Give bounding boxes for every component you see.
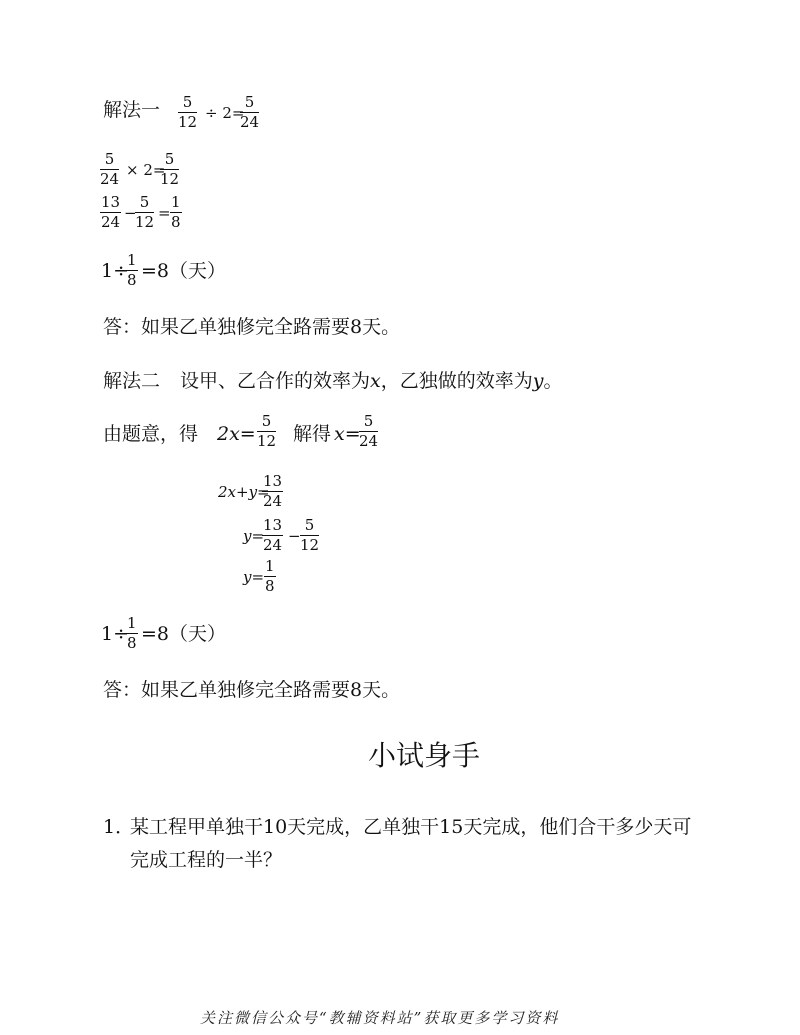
numerator: 1 <box>127 614 137 632</box>
fraction <box>100 152 119 187</box>
solution-lhs: x= <box>334 423 361 445</box>
denominator: 24 <box>263 492 283 510</box>
denominator: 24 <box>100 170 120 188</box>
fraction <box>359 414 378 449</box>
numerator: 5 <box>100 152 119 170</box>
numerator: 13 <box>263 516 283 534</box>
fraction <box>262 474 283 509</box>
solution2-label: 解法二 <box>103 370 161 392</box>
equation-lhs: y= <box>243 527 265 545</box>
equation-lhs: y= <box>243 568 265 586</box>
numerator: 5 <box>135 195 154 213</box>
footer-text: 关注微信公众号“教辅资料站”获取更多学习资料 <box>200 1009 560 1027</box>
equation-lhs: 2x+y= <box>218 483 270 501</box>
given-label: 由题意，得 <box>103 423 199 445</box>
denominator: 24 <box>263 536 283 554</box>
numerator: 5 <box>160 152 179 170</box>
operator: ÷ 2= <box>205 104 245 122</box>
fraction <box>264 559 276 594</box>
numerator: 1 <box>265 557 275 575</box>
numerator: 5 <box>257 414 276 432</box>
denominator: 8 <box>171 213 181 231</box>
expression-lead: 1÷ <box>101 260 130 282</box>
denominator: 8 <box>265 577 275 595</box>
operator: − <box>124 204 137 222</box>
fraction <box>100 195 121 230</box>
denominator: 12 <box>257 432 277 450</box>
operator: × 2= <box>126 161 166 179</box>
fraction <box>170 195 182 230</box>
numerator: 1 <box>171 193 181 211</box>
fraction <box>240 95 259 130</box>
numerator: 5 <box>359 414 378 432</box>
fraction <box>135 195 154 230</box>
solve-label: 解得 <box>293 423 332 445</box>
denominator: 12 <box>135 213 155 231</box>
expression-tail: =8（天） <box>141 623 227 645</box>
numerator: 13 <box>263 472 283 490</box>
denominator: 12 <box>300 536 320 554</box>
fraction <box>126 253 138 288</box>
fraction <box>160 152 179 187</box>
variable-x: x <box>370 370 381 392</box>
setup-text: 。 <box>543 370 563 392</box>
fraction <box>262 518 283 553</box>
operator: − <box>288 527 301 545</box>
denominator: 8 <box>127 271 137 289</box>
section-title: 小试身手 <box>368 739 481 772</box>
expression-lead: 1÷ <box>101 623 130 645</box>
numerator: 1 <box>127 251 137 269</box>
fraction <box>257 414 276 449</box>
numerator: 13 <box>101 193 121 211</box>
setup-text: ，乙独做的效率为 <box>380 370 533 392</box>
numerator: 5 <box>178 95 197 113</box>
numerator: 5 <box>300 518 319 536</box>
problem-text: 完成工程的一半？ <box>130 849 283 871</box>
denominator: 8 <box>127 634 137 652</box>
problem-text: 某工程甲单独干10天完成，乙单独干15天完成，他们合干多少天可 <box>130 816 692 838</box>
denominator: 24 <box>101 213 121 231</box>
expression-tail: =8（天） <box>141 260 227 282</box>
denominator: 24 <box>240 113 260 131</box>
fraction <box>126 616 138 651</box>
numerator: 5 <box>240 95 259 113</box>
problem-number: 1． <box>103 816 135 838</box>
answer-text: 答：如果乙单独修完全路需要8天。 <box>103 679 401 701</box>
denominator: 12 <box>160 170 180 188</box>
operator: = <box>158 204 171 222</box>
answer-text: 答：如果乙单独修完全路需要8天。 <box>103 316 401 338</box>
denominator: 12 <box>178 113 198 131</box>
fraction <box>300 518 319 553</box>
setup-text: 设甲、乙合作的效率为 <box>180 370 371 392</box>
equation-lhs: 2x= <box>217 423 256 445</box>
variable-y: y <box>532 370 544 392</box>
solution1-label: 解法一 <box>103 99 161 121</box>
solution2-setup <box>180 372 563 391</box>
denominator: 24 <box>359 432 379 450</box>
fraction <box>178 95 197 130</box>
